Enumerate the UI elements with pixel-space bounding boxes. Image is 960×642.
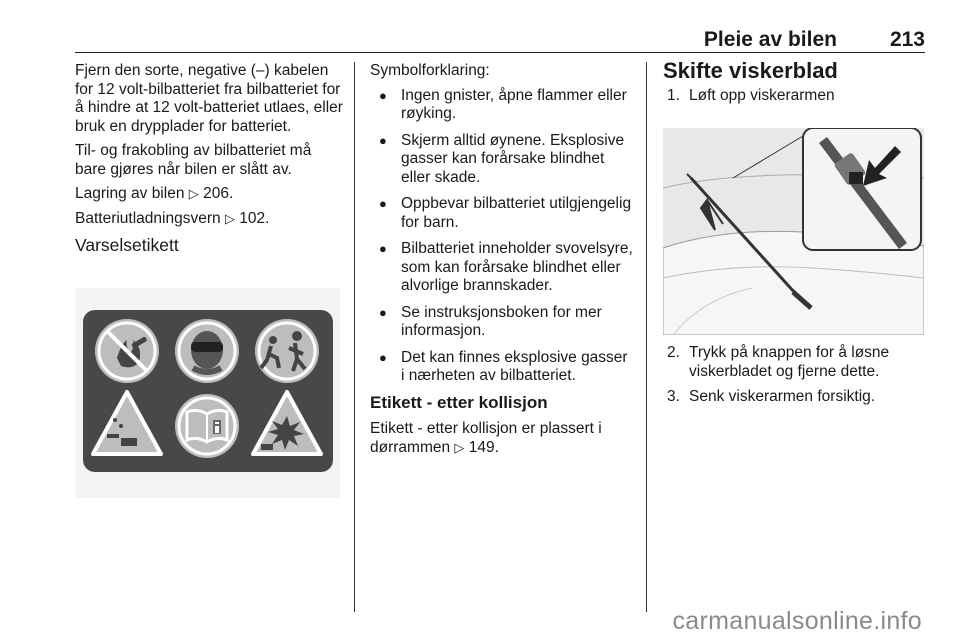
list-item xyxy=(663,344,925,381)
column-divider-left xyxy=(354,62,355,612)
step-number: 1. xyxy=(667,86,680,104)
collision-label-heading: Etikett - etter kollisjon xyxy=(370,392,548,412)
discharge-reference xyxy=(75,210,343,229)
battery-disconnect-paragraph: Fjern den sorte, negative (–) kabelen for 12 volt-bilbatteriet fra bilbatteriet for å hindre at 12 volt-batteriet utlaes, eller bruk en drypplader for batteriet. xyxy=(75,62,343,135)
step-text: Senk viskerarmen forsiktig. xyxy=(689,388,876,405)
warning-label-image xyxy=(75,288,340,498)
list-item: ● Bilbatteriet inneholder svovelsyre, som kan forårsake blindhet eller alvorlige brannskader. xyxy=(370,240,635,296)
symbol-legend-list xyxy=(370,87,635,386)
right-column-continued xyxy=(663,344,925,414)
list-item xyxy=(663,87,925,106)
list-item: ● Oppbevar bilbatteriet utilgjengelig for barn. xyxy=(370,195,635,232)
watermark: carmanualsonline.info xyxy=(672,607,922,635)
page-number: 213 xyxy=(889,28,925,51)
middle-column xyxy=(370,62,635,463)
collision-label-paragraph xyxy=(370,420,635,457)
storage-reference xyxy=(75,185,343,204)
eye-protection-icon xyxy=(175,319,239,383)
section-title: Pleie av bilen xyxy=(703,28,837,51)
storage-reference-text: Lagring av bilen xyxy=(75,185,185,202)
list-item: ● Det kan finnes eksplosive gasser i nærheten av bilbatteriet. xyxy=(370,349,635,386)
warning-label-heading: Varselsetikett xyxy=(75,235,179,255)
page-reference-icon: ▷ xyxy=(454,439,465,455)
step-text: Løft opp viskerarmen xyxy=(689,86,835,104)
keep-children-away-icon xyxy=(255,319,319,383)
no-fire-icon xyxy=(95,319,159,383)
left-column xyxy=(75,62,343,263)
list-item: ● Se instruksjonsboken for mer informasjon. xyxy=(370,304,635,341)
right-column xyxy=(663,58,925,112)
collision-label-text: Etikett - etter kollisjon er plassert i dørrammen xyxy=(370,420,602,456)
wiper-section-heading: Skifte viskerblad xyxy=(663,58,838,83)
list-item xyxy=(663,388,925,407)
list-item: ● Skjerm alltid øynene. Eksplosive gasser kan forårsake blindhet eller skade. xyxy=(370,132,635,188)
battery-connect-paragraph: Til- og frakobling av bilbatteriet må bare gjøres når bilen er slått av. xyxy=(75,142,312,178)
column-divider-right xyxy=(646,62,647,612)
page-reference-icon: ▷ xyxy=(188,186,199,201)
manual-icon xyxy=(175,394,239,458)
list-item: ● Ingen gnister, åpne flammer eller røyking. xyxy=(370,87,635,124)
step-number: 2. xyxy=(667,344,680,361)
page-header xyxy=(75,26,925,53)
discharge-reference-page[interactable]: 102. xyxy=(239,209,270,227)
wiper-steps-rest xyxy=(663,344,925,407)
storage-reference-page[interactable]: 206. xyxy=(203,185,234,202)
collision-reference-page[interactable]: 149. xyxy=(468,438,499,456)
step-text: Trykk på knappen for å løsne viskerbladet og fjerne dette. xyxy=(689,344,890,380)
discharge-reference-text: Batteriutladningsvern xyxy=(75,209,221,227)
wiper-steps-first xyxy=(663,87,925,106)
step-number: 3. xyxy=(667,388,680,405)
symbol-legend-intro: Symbolforklaring: xyxy=(370,62,490,79)
wiper-arm-illustration xyxy=(663,128,924,335)
page-reference-icon: ▷ xyxy=(224,210,235,226)
